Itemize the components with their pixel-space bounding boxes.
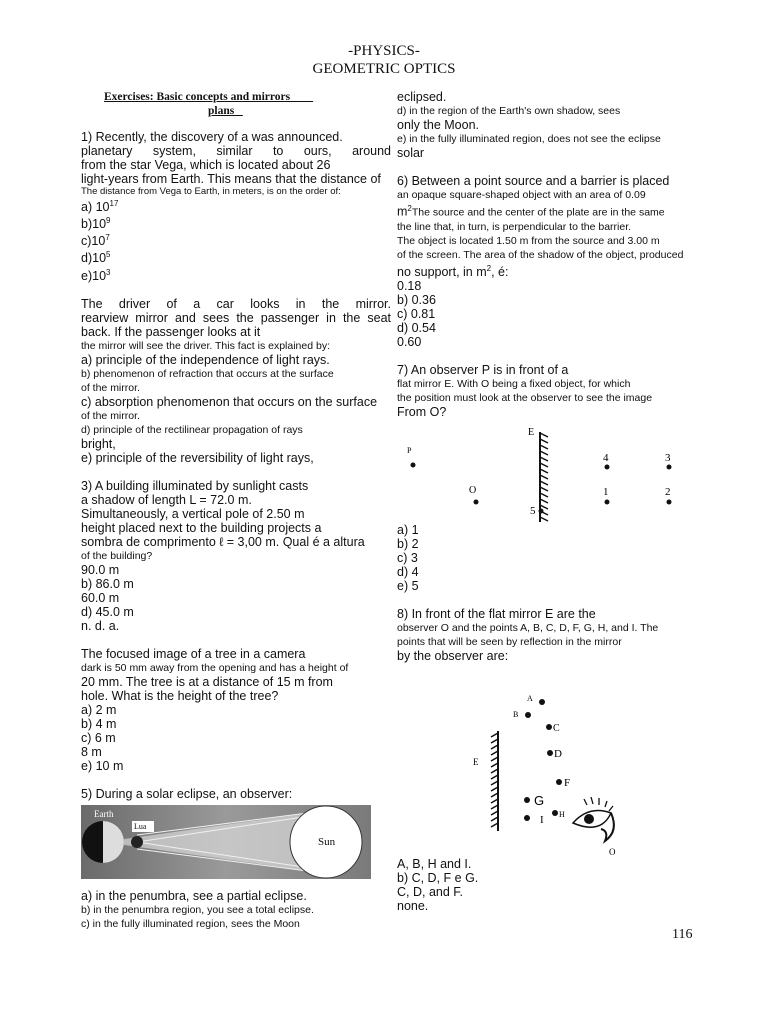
right-column	[397, 90, 697, 913]
moon-label: Lua	[134, 821, 147, 831]
answer-option: c) absorption phenomenon that occurs on the surface	[81, 394, 378, 409]
question-text: back. If the passenger looks at it	[81, 324, 261, 339]
answer-option: b) C, D, F e G.	[397, 870, 479, 885]
answer-option: none.	[397, 898, 429, 913]
question-text: rearview mirror and sees the passenger in the seat	[81, 310, 391, 325]
answer-option: a) $10^{17}$	[81, 199, 119, 215]
answer-option: e) principle of the reversibility of light rays,	[81, 450, 314, 465]
question-text: the position must look at the observer to see the image	[397, 391, 653, 404]
answer-option: b) 2	[397, 536, 419, 551]
answer-option: only the Moon.	[397, 118, 479, 132]
point-B	[525, 712, 531, 718]
point-A-label: A	[527, 693, 533, 703]
mirror-hatching	[491, 733, 498, 827]
question-text: From O?	[397, 404, 447, 419]
observer-label: O	[609, 846, 616, 857]
answer-option: b) phenomenon of refraction that occurs at the surface	[81, 367, 334, 380]
question-text: sombra de comprimento ℓ = 3,00 m. Qual é a altura	[81, 534, 365, 549]
answer-option: bright,	[81, 436, 116, 451]
point-4-label: 4	[603, 451, 609, 464]
question-text: planetary system, similar to ours, around	[81, 144, 391, 158]
answer-option: a) in the penumbra, see a partial eclipse.	[81, 888, 307, 903]
answer-option: A, B, H and I.	[397, 856, 472, 871]
point-3	[667, 464, 672, 469]
answer-option: c) 6 m	[81, 730, 116, 745]
answer-option: of the mirror.	[81, 381, 140, 394]
answer-option: 90.0 m	[81, 562, 120, 577]
question-text: of the building?	[81, 549, 153, 562]
answer-option: 0.18	[397, 278, 422, 293]
answer-option: 60.0 m	[81, 590, 120, 605]
point-F	[556, 779, 562, 785]
answer-option: c) 3	[397, 550, 418, 565]
question-text: The focused image of a tree in a camera	[81, 646, 306, 661]
answer-option: d) 4	[397, 564, 419, 579]
answer-option: d) in the region of the Earth's own shadow, sees	[397, 105, 621, 117]
page-number: 116	[672, 927, 693, 942]
question-6	[397, 174, 697, 349]
question-text: dark is 50 mm away from the opening and has a height of	[81, 661, 349, 674]
point-F-label: F	[564, 776, 571, 789]
answer-option: eclipsed.	[397, 90, 447, 104]
point-C	[546, 724, 552, 730]
question-text: The driver of a car looks in the mirror.	[81, 296, 391, 311]
sun-label: Sun	[318, 835, 336, 848]
point-H-label: H	[559, 809, 565, 819]
point-I-label: I	[540, 813, 544, 826]
question-text: the mirror will see the driver. This fact is explained by:	[81, 339, 330, 352]
answer-option: n. d. a.	[81, 618, 120, 633]
answer-option: 8 m	[81, 744, 102, 759]
question-text: The object is located 1.50 m from the source and 3.00 m	[397, 234, 660, 247]
question-8	[397, 607, 697, 913]
point-D	[547, 750, 553, 756]
question-text: 6) Between a point source and a barrier is placed	[397, 174, 670, 188]
answer-option: C, D, and F.	[397, 884, 463, 899]
answer-option: b) 86.0 m	[81, 576, 134, 591]
question-text: light-years from Earth. This means that the distance of	[81, 172, 381, 186]
question-text: an opaque square-shaped object with an area of 0.09	[397, 189, 646, 201]
answer-option: 0.60	[397, 334, 422, 349]
answer-option: e) 5	[397, 578, 419, 593]
question-4	[81, 647, 391, 773]
answer-option: a) 1	[397, 522, 419, 537]
answer-option: $d)10^5$	[81, 250, 111, 266]
point-C-label: C	[553, 722, 560, 734]
question-text: Simultaneously, a vertical pole of 2.50 m	[81, 506, 305, 521]
question-5	[81, 787, 391, 931]
left-column	[81, 90, 391, 931]
question-7	[397, 363, 697, 593]
question-text: hole. What is the height of the tree?	[81, 688, 279, 703]
answer-option: d) principle of the rectilinear propagation of rays	[81, 423, 303, 436]
point-I-dot	[524, 815, 530, 821]
answer-option: $e)10^3$	[81, 267, 111, 283]
point-1	[605, 499, 610, 504]
question-text: flat mirror E. With O being a fixed object, for which	[397, 377, 631, 390]
answer-option: of the mirror.	[81, 409, 140, 422]
question-text: a shadow of length L = 72.0 m.	[81, 492, 252, 507]
point-5-label: 5	[530, 504, 536, 517]
question-text: 8) In front of the flat mirror E are the	[397, 606, 596, 621]
question-text: $m^2The$ source and the center of the plate are in the same	[397, 204, 665, 219]
mirror-label: E	[528, 426, 535, 438]
question-text: 3) A building illuminated by sunlight casts	[81, 478, 309, 493]
point-A	[539, 699, 545, 705]
answer-option: a) principle of the independence of light rays.	[81, 352, 330, 367]
answer-option: b) in the penumbra region, you see a total eclipse.	[81, 903, 314, 916]
mirror-diagram-q7	[397, 419, 692, 523]
answer-option: d) 45.0 m	[81, 604, 134, 619]
point-G	[524, 797, 530, 803]
question-text: height placed next to the building projects a	[81, 520, 322, 535]
answer-option: solar	[397, 146, 425, 160]
point-4	[605, 464, 610, 469]
answer-option: a) 2 m	[81, 702, 117, 717]
answer-option: b) 0.36	[397, 292, 436, 307]
eclipse-diagram	[81, 805, 371, 879]
point-G-label: G	[534, 792, 545, 808]
moon-shape	[131, 836, 143, 848]
question-3	[81, 479, 391, 633]
answer-option: e) in the fully illuminated region, does not see the eclipse	[397, 133, 661, 145]
question-1	[81, 130, 391, 283]
answer-option: d) 0.54	[397, 320, 436, 335]
point-2	[667, 499, 672, 504]
question-text: of the screen. The area of the shadow of the object, produced	[397, 248, 684, 261]
question-text: points that will be seen by reflection in the mirror	[397, 635, 622, 648]
mirror-label: E	[473, 756, 479, 767]
earth-label: Earth	[94, 808, 114, 819]
answer-option: b) 4 m	[81, 716, 117, 731]
question-text: observer O and the points A, B, C, D, F, G, H, and I. The	[397, 621, 659, 634]
mirror-diagram-q8	[397, 663, 692, 857]
point-1-label: 1	[603, 485, 609, 498]
answer-option: $c)10^7$	[81, 233, 110, 249]
question-text: the line that, in turn, is perpendicular to the barrier.	[397, 220, 632, 233]
question-text: 20 mm. The tree is at a distance of 15 m from	[81, 674, 333, 689]
point-2-label: 2	[665, 485, 671, 498]
page-header-title: -PHYSICS-	[348, 43, 420, 59]
answer-option: e) 10 m	[81, 758, 124, 773]
question-text: from the star Vega, which is located about 26	[81, 158, 331, 172]
eye-icon	[573, 797, 614, 841]
point-3-label: 3	[665, 451, 671, 464]
question-text: by the observer are:	[397, 648, 509, 663]
observer-label: P	[407, 445, 412, 455]
point-B-label: B	[513, 709, 519, 719]
question-text: The distance from Vega to Earth, in meters, is on the order of:	[81, 186, 341, 197]
page-header-subtitle: GEOMETRIC OPTICS	[312, 61, 456, 77]
observer-point	[411, 462, 416, 467]
answer-option: c) 0.81	[397, 306, 436, 321]
mirror-hatching	[540, 433, 548, 521]
question-text: 7) An observer P is in front of a	[397, 362, 569, 377]
point-H	[552, 810, 558, 816]
point-5	[539, 508, 544, 513]
section-title: Exercises: Basic concepts and mirrors plans	[104, 91, 291, 117]
question-2	[81, 297, 391, 465]
question-text: no support, in $m^2$, é:	[397, 263, 509, 279]
question-5-continued	[397, 90, 697, 160]
question-text: 5) During a solar eclipse, an observer:	[81, 786, 293, 801]
object-point	[474, 499, 479, 504]
answer-option: c) in the fully illuminated region, sees the Moon	[81, 917, 300, 930]
answer-option: $b)10^9$	[81, 216, 111, 232]
object-label: O	[469, 484, 477, 496]
question-text: 1) Recently, the discovery of a was announced.	[81, 130, 343, 144]
point-D-label: D	[554, 747, 562, 760]
